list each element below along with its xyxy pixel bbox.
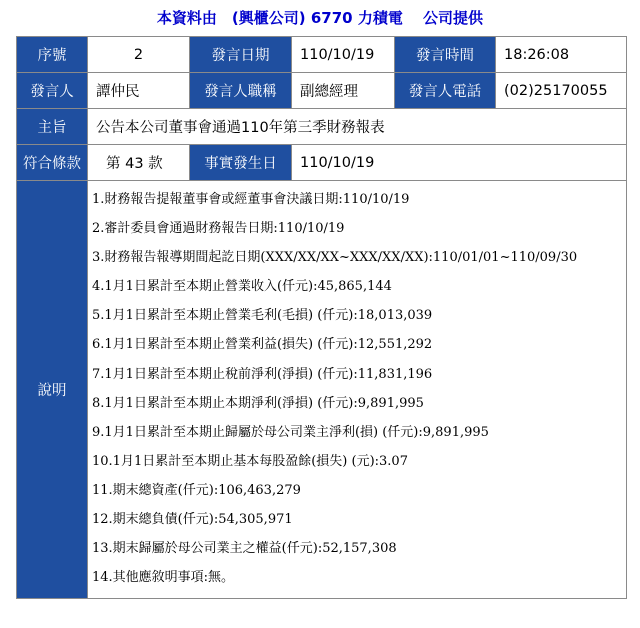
table-row [17,109,627,145]
description-line: 7.1月1日累計至本期止稅前淨利(淨損) (仟元):11,831,196 [92,366,433,382]
clause-value: 第 43 款 [88,145,190,181]
table-row [17,181,627,599]
description-line: 6.1月1日累計至本期止營業利益(損失) (仟元):12,551,292 [92,337,433,353]
description-line: 12.期末總負債(仟元):54,305,971 [92,512,293,528]
page-title: 本資料由 (興櫃公司) 6770 力積電 公司提供 [156,9,484,27]
speaker-label: 發言人 [17,73,88,109]
seq-value: 2 [88,37,190,73]
description-line: 3.財務報告報導期間起訖日期(XXX/XX/XX~XXX/XX/XX):110/01/01~110/09/30 [92,250,578,266]
description-content [88,181,627,599]
speaker-title-label: 發言人職稱 [190,73,292,109]
description-line: 10.1月1日累計至本期止基本每股盈餘(損失) (元):3.07 [92,453,408,469]
description-line: 14.其他應敘明事項:無。 [92,570,235,586]
subject-value: 公告本公司董事會通過110年第三季財務報表 [88,109,627,145]
subject-label: 主旨 [17,109,88,145]
description-line: 2.審計委員會通過財務報告日期:110/10/19 [92,221,345,237]
seq-label: 序號 [17,37,88,73]
announcement-table [16,36,627,599]
description-line: 11.期末總資產(仟元):106,463,279 [92,482,301,498]
description-line: 8.1月1日累計至本期止本期淨利(淨損) (仟元):9,891,995 [92,395,424,411]
announce-time-value: 18:26:08 [496,37,627,73]
speaker-value: 譚仲民 [88,73,190,109]
table-row [17,37,627,73]
description-line: 1.財務報告提報董事會或經董事會決議日期:110/10/19 [92,192,410,207]
clause-label: 符合條款 [17,145,88,181]
announce-date-label: 發言日期 [190,37,292,73]
description-line: 13.期末歸屬於母公司業主之權益(仟元):52,157,308 [92,541,397,557]
table-row [17,73,627,109]
event-date-value: 110/10/19 [292,145,627,181]
description-line: 5.1月1日累計至本期止營業毛利(毛損) (仟元):18,013,039 [92,308,433,324]
announce-time-label: 發言時間 [395,37,496,73]
speaker-phone-label: 發言人電話 [395,73,496,109]
speaker-phone-value: (02)25170055 [496,73,627,109]
table-row [17,145,627,181]
description-label: 說明 [17,181,88,599]
announce-date-value: 110/10/19 [292,37,395,73]
speaker-title-value: 副總經理 [292,73,395,109]
description-line: 9.1月1日累計至本期止歸屬於母公司業主淨利(損) (仟元):9,891,995 [92,424,489,440]
description-line: 4.1月1日累計至本期止營業收入(仟元):45,865,144 [92,279,392,295]
event-date-label: 事實發生日 [190,145,292,181]
